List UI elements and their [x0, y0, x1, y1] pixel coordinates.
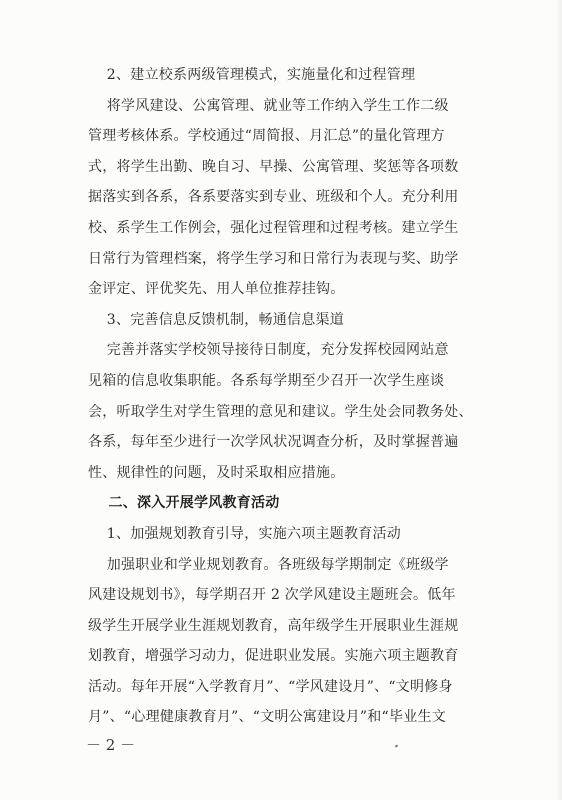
paragraph-line: 划教育，增强学习动力，促进职业发展。实施六项主题教育 [88, 648, 459, 665]
paragraph-line: 级学生开展学业生涯规划教育，高年级学生开展职业生涯规 [88, 617, 459, 634]
section-subheading: 3、完善信息反馈机制，畅通信息渠道 [88, 311, 344, 328]
paragraph-line: 性、规律性的问题，及时采取相应措施。 [88, 464, 345, 481]
page-edge-shadow [556, 0, 562, 800]
paragraph-line: 活动。每年开展“入学教育月”、“学风建设月”、“文明修身 [88, 678, 453, 695]
paragraph-line: 见箱的信息收集职能。各系每学期至少召开一次学生座谈 [88, 372, 445, 389]
paragraph-line: 据落实到各系，各系要落实到专业、班级和个人。充分利用 [88, 189, 459, 206]
section-subheading: 1、加强规划教育引导，实施六项主题教育活动 [88, 525, 401, 542]
paragraph-line: 将学风建设、公寓管理、就业等工作纳入学生工作二级 [88, 97, 449, 114]
paragraph-line: 风建设规划书》，每学期召开 2 次学风建设主题班会。低年 [88, 587, 456, 604]
paragraph-line: 各系，每年至少进行一次学风状况调查分析，及时掌握普遍 [88, 434, 459, 451]
page-number: － 2 － [86, 736, 136, 754]
section-subheading: 2、建立校系两级管理模式，实施量化和过程管理 [88, 67, 416, 83]
paragraph-line: 校、系学生工作例会，强化过程管理和过程考核。建立学生 [88, 219, 459, 236]
paragraph-line: 月”、“心理健康教育月”、“文明公寓建设月”和“毕业生文 [88, 709, 446, 726]
paragraph-line: 管理考核体系。学校通过“周简报、月汇总”的量化管理方 [88, 128, 445, 145]
paragraph-line: 加强职业和学业规划教育。各班级每学期制定《班级学 [88, 556, 449, 573]
document-body [88, 60, 472, 733]
paragraph-line: 会，听取学生对学生管理的意见和建议。学生处会同教务处、 [88, 403, 473, 420]
paragraph-line: 式，将学生出勤、晚自习、早操、公寓管理、奖惩等各项数 [88, 158, 459, 175]
paragraph-line: 日常行为管理档案，将学生学习和日常行为表现与奖、助学 [88, 250, 459, 267]
paragraph-line: 金评定、评优奖先、用人单位推荐挂钩。 [88, 281, 345, 298]
section-heading: 二、深入开展学风教育活动 [88, 495, 280, 512]
paragraph-line: 完善并落实学校领导接待日制度，充分发挥校园网站意 [88, 342, 449, 359]
scan-speck [395, 744, 399, 747]
